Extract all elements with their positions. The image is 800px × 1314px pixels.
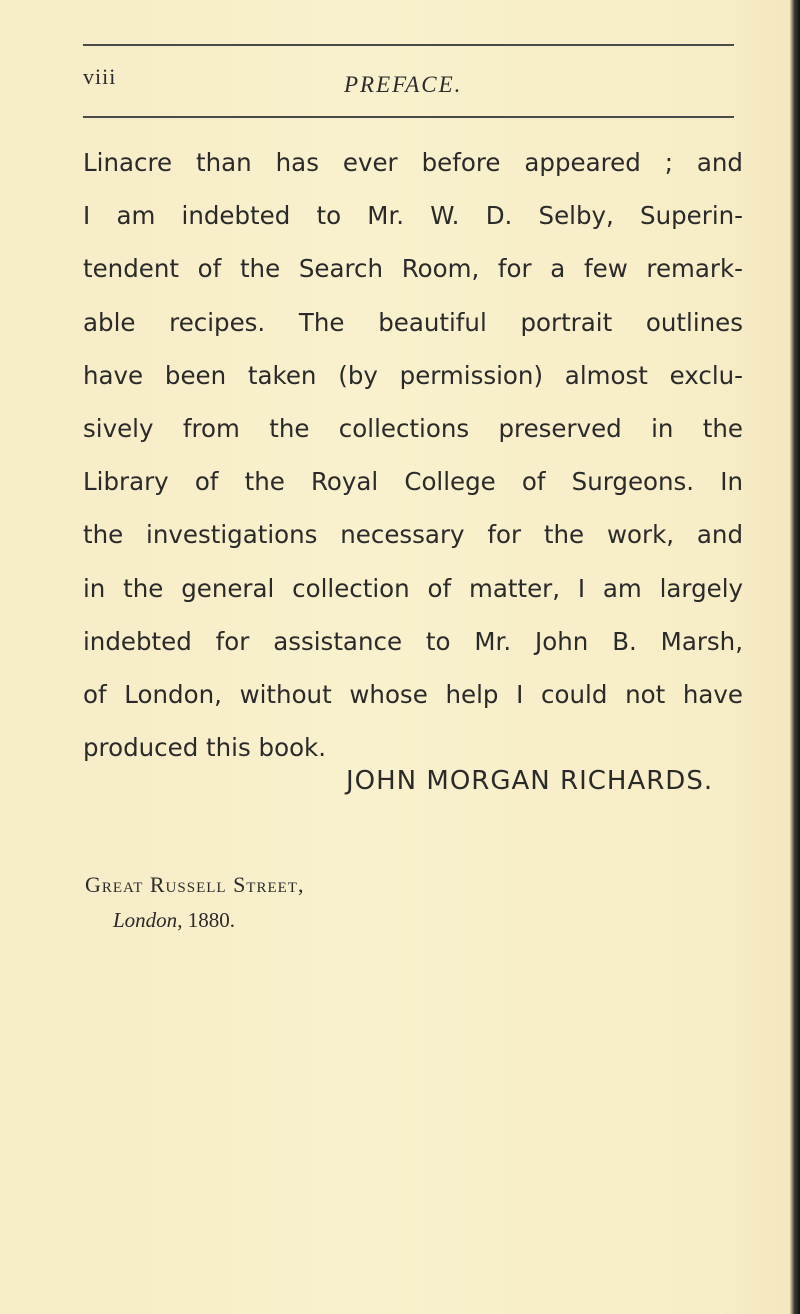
address-street: Great Russell Street, <box>85 872 305 897</box>
text-line: have been taken (by permission) almost exclu- <box>83 360 743 390</box>
text-line: indebted for assistance to Mr. John B. Marsh, <box>83 626 743 656</box>
page-edge-shadow <box>790 0 800 1314</box>
author-signature: JOHN MORGAN RICHARDS. <box>346 766 714 796</box>
text-line: able recipes. The beautiful portrait outlines <box>83 307 743 337</box>
text-line: tendent of the Search Room, for a few remark- <box>83 254 743 284</box>
running-head: PREFACE. <box>344 72 463 97</box>
header-rule-top <box>83 44 734 46</box>
text-line: Library of the Royal College of Surgeons. In <box>83 467 743 497</box>
address-city: London <box>113 908 178 932</box>
preface-paragraph <box>83 136 743 774</box>
text-line: Linacre than has ever before appeared ; and <box>83 148 743 177</box>
text-line: in the general collection of matter, I am largely <box>83 573 743 603</box>
text-line: of London, without whose help I could not have <box>83 680 743 710</box>
text-line: the investigations necessary for the work, and <box>83 520 743 550</box>
address-place-date <box>113 908 235 933</box>
text-line: sively from the collections preserved in the <box>83 414 743 444</box>
address-date: , 1880. <box>177 908 235 932</box>
page-number: viii <box>83 64 117 89</box>
text-line: produced this book. <box>83 733 327 763</box>
header-rule-bottom <box>83 116 734 118</box>
text-line: I am indebted to Mr. W. D. Selby, Superin- <box>83 201 743 231</box>
